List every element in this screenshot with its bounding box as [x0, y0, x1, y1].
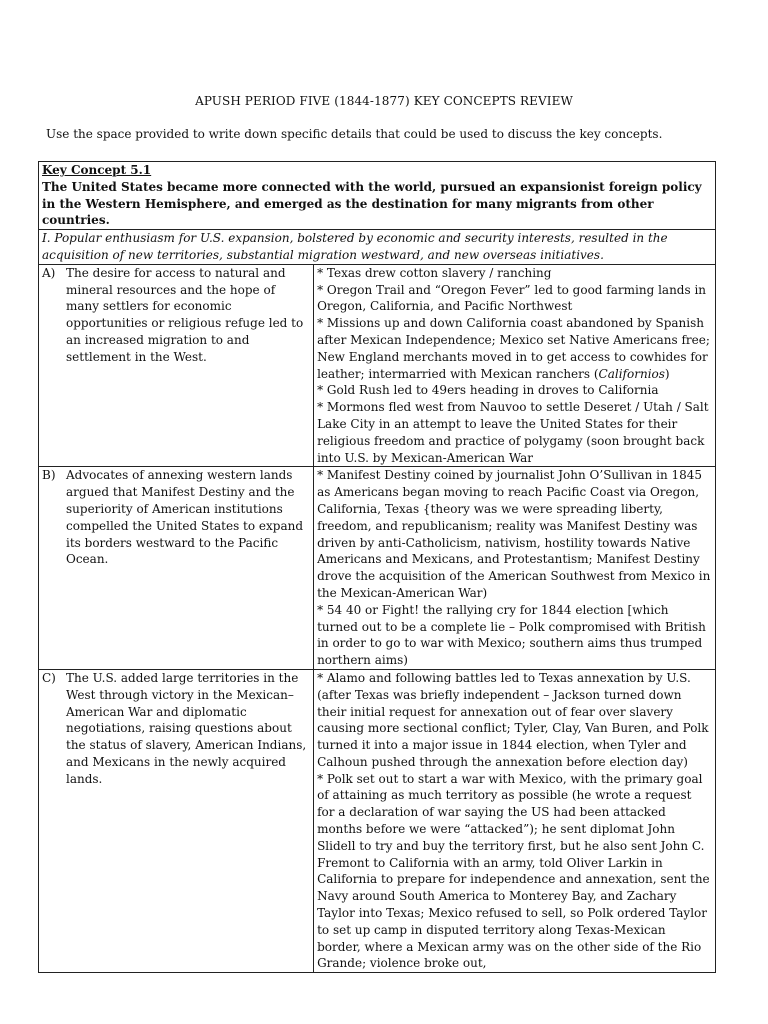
topic-cell [39, 669, 314, 972]
detail-line: * Gold Rush led to 49ers heading in droves to California [317, 383, 659, 398]
key-concepts-table [38, 161, 716, 973]
table-row [39, 264, 716, 467]
detail-line: * Mormons fled west from Nauvoo to settle Deseret / Utah / Salt Lake City in an attempt to leave the United States for their religious freedom and practice of polygamy (soon brought back into U.S. by Mexican-American War [317, 400, 709, 465]
key-concept-header-row [39, 162, 716, 230]
detail-emphasis: Californios [598, 366, 665, 381]
key-concept-header-cell [39, 162, 716, 230]
detail-cell [314, 264, 716, 467]
detail-cell [314, 467, 716, 670]
topic-text: The desire for access to natural and mineral resources and the hope of many settlers for economic opportunities or religious refuge led to an increased migration to and settlement in the West. [66, 265, 304, 364]
section-intro-row [39, 230, 716, 265]
detail-line: * Missions up and down California coast abandoned by Spanish after Mexican Independence; Mexico set Native Americans free; New England merchants moved in to get access to cowhides for leather; intermarried with Mexican ranchers (Californios) [317, 316, 710, 381]
table-row [39, 467, 716, 670]
detail-line: * Texas drew cotton slavery / ranching [317, 265, 552, 280]
table-row [39, 669, 716, 972]
topic-letter: A) [42, 265, 56, 280]
key-concept-label: Key Concept 5.1 [42, 163, 152, 177]
document-title: APUSH PERIOD FIVE (1844-1877) KEY CONCEPTS REVIEW [195, 94, 573, 108]
topic-cell [39, 467, 314, 670]
topic-letter: B) [42, 468, 56, 483]
detail-line: * Oregon Trail and “Oregon Fever” led to good farming lands in Oregon, California, and Pacific Northwest [317, 282, 707, 314]
detail-line: * Manifest Destiny coined by journalist John O’Sullivan in 1845 as Americans began moving to reach Pacific Coast via Oregon, California, Texas {theory was we were spreading liberty, freedom, and republicanism; reality was Manifest Destiny was driven by anti-Catholicism, nativism, hostility towards Native Americans and Mexicans, and Protestantism; Manifest Destiny drove the acquisition of the American Southwest from Mexico in the Mexican-American War) [317, 468, 711, 600]
section-intro-cell: I. Popular enthusiasm for U.S. expansion, bolstered by economic and security interests, resulted in the acquisition of new territories, substantial migration westward, and new overseas initiatives. [39, 230, 716, 265]
topic-cell [39, 264, 314, 467]
topic-text: Advocates of annexing western lands argued that Manifest Destiny and the superiority of American institutions compelled the United States to expand its borders westward to the Pacific Ocean. [66, 468, 304, 567]
detail-cell [314, 669, 716, 972]
detail-line: * Alamo and following battles led to Texas annexation by U.S. (after Texas was briefly independent – Jackson turned down their initial request for annexation out of fear over slavery causing more sectional conflict; Tyler, Clay, Van Buren, and Polk turned it into a major issue in 1844 election, when Tyler and Calhoun pushed through the annexation before election day) [317, 670, 709, 769]
topic-letter: C) [42, 670, 56, 685]
instructions-text: Use the space provided to write down specific details that could be used to discuss the key concepts. [46, 127, 663, 141]
detail-line: * Polk set out to start a war with Mexico, with the primary goal of attaining as much territory as possible (he wrote a request for a declaration of war saying the US had been attacked months before we were “attacked”); he sent diplomat John Slidell to try and buy the territory first, but he also sent John C. Fremont to California with an army, told Oliver Larkin in California to prepare for independence and annexation, sent the Navy around South America to Monterey Bay, and Zachary Taylor into Texas; Mexico refused to sell, so Polk ordered Taylor to set up camp in disputed territory along Texas-Mexican border, where a Mexican army was on the other side of the Rio Grande; violence broke out, [317, 771, 710, 971]
key-concept-statement: The United States became more connected with the world, pursued an expansionist foreign policy in the Western Hemisphere, and emerged as the destination for many migrants from other countries. [42, 179, 702, 228]
detail-line: * 54 40 or Fight! the rallying cry for 1844 election [which turned out to be a complete lie – Polk compromised with British in order to go to war with Mexico; southern aims thus trumped northern aims) [317, 602, 706, 668]
topic-text: The U.S. added large territories in the West through victory in the Mexican–American War and diplomatic negotiations, raising questions about the status of slavery, American Indians, and Mexicans in the newly acquired lands. [66, 670, 307, 786]
